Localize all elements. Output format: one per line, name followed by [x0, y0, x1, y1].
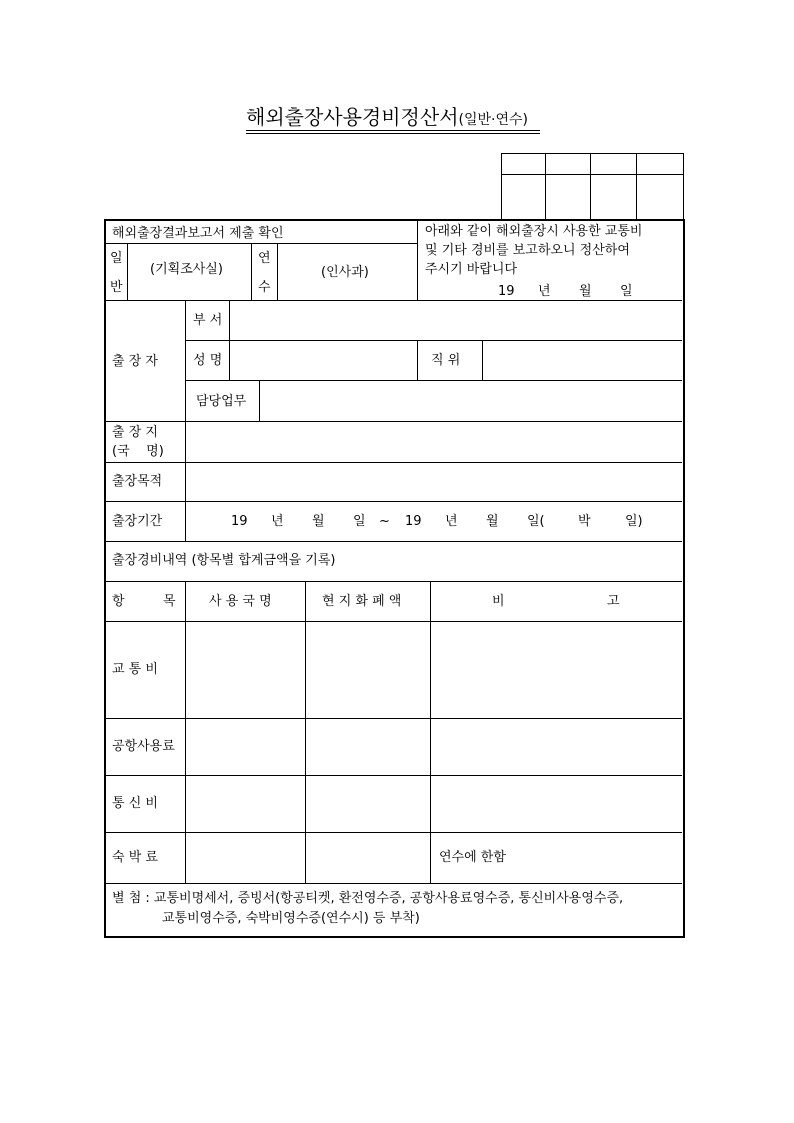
row-label-communication: 통 신 비 [112, 796, 158, 811]
attachment-line-2: 교통비영수증, 숙박비영수증(연수시) 등 부착) [162, 911, 420, 926]
request-date-year: 19 [498, 284, 515, 299]
divider [417, 220, 418, 300]
approval-sign-cell-1[interactable] [502, 175, 544, 218]
divider [251, 243, 252, 300]
duty-field[interactable] [260, 381, 681, 420]
transport-remark-cell[interactable] [431, 622, 681, 717]
period-label: 출장기간 [112, 514, 163, 529]
document-title [246, 104, 528, 133]
divider [105, 581, 682, 582]
duty-label: 담당업무 [196, 394, 247, 409]
title-sub: (일반·연수) [458, 112, 529, 128]
general-confirm-cell[interactable] [128, 244, 250, 299]
transport-amount-cell[interactable] [306, 622, 429, 717]
communication-amount-cell[interactable] [306, 776, 429, 831]
general-dept: (기획조사실) [150, 262, 223, 277]
dept-label: 부 서 [193, 313, 223, 328]
col-currency: 현 지 화 폐 액 [322, 594, 402, 609]
request-date-month-unit: 월 [579, 284, 592, 299]
period-end-unit-day: 일( [527, 514, 545, 529]
purpose-field[interactable] [186, 463, 681, 501]
period-start-year: 19 [231, 514, 248, 529]
period-unit-month: 월 [312, 514, 325, 529]
general-label-1: 일 [110, 251, 123, 266]
lodging-amount-cell[interactable] [306, 833, 429, 882]
lodging-country-cell[interactable] [186, 833, 304, 882]
confirm-heading: 해외출장결과보고서 제출 확인 [112, 226, 284, 241]
divider [417, 340, 418, 380]
name-label: 성 명 [193, 353, 223, 368]
destination-label-2: (국 명) [112, 444, 164, 459]
communication-remark-cell[interactable] [431, 776, 681, 831]
title-underline-double [246, 133, 540, 134]
period-unit-day: 일 [353, 514, 366, 529]
divider [105, 883, 682, 884]
airport-country-cell[interactable] [186, 719, 304, 774]
title-main: 해외출장사용경비정산서 [246, 105, 459, 129]
approval-sign-cell-2[interactable] [546, 175, 589, 218]
period-unit-nights: 박 [578, 514, 591, 529]
transport-country-cell[interactable] [186, 622, 304, 717]
divider [105, 541, 682, 542]
name-field[interactable] [230, 341, 416, 379]
col-item-2: 목 [163, 594, 176, 609]
period-end-year: 19 [405, 514, 422, 529]
request-date-day-unit: 일 [620, 284, 633, 299]
destination-field[interactable] [186, 422, 681, 461]
period-unit-year: 년 [271, 514, 284, 529]
period-end-unit-month: 월 [486, 514, 499, 529]
airport-remark-cell[interactable] [431, 719, 681, 774]
training-confirm-cell[interactable] [278, 244, 416, 299]
request-line-3: 주시기 바랍니다 [425, 262, 518, 277]
attachment-line-1: 별 첨 : 교통비명세서, 증빙서(항공티켓, 환전영수증, 공항사용료영수증, 통신비사용영수증, [112, 891, 624, 906]
request-date-year-unit: 년 [538, 284, 551, 299]
request-line-1: 아래와 같이 해외출장시 사용한 교통비 [425, 224, 643, 239]
position-label: 직 위 [431, 353, 461, 368]
period-end-unit-year: 년 [445, 514, 458, 529]
col-remarks-1: 비 [492, 594, 505, 609]
communication-country-cell[interactable] [186, 776, 304, 831]
divider [105, 501, 682, 502]
row-label-airport-fee: 공항사용료 [112, 739, 175, 754]
approval-sign-cell-3[interactable] [591, 175, 635, 218]
expenses-heading: 출장경비내역 (항목별 합계금액을 기록) [112, 553, 336, 568]
purpose-label: 출장목적 [112, 474, 163, 489]
col-remarks-2: 고 [607, 594, 620, 609]
period-tilde: ~ [379, 514, 390, 529]
request-line-2: 및 기타 경비를 보고하오니 정산하여 [425, 243, 630, 258]
col-item-1: 항 [112, 594, 125, 609]
airport-amount-cell[interactable] [306, 719, 429, 774]
training-dept: (인사과) [321, 265, 369, 280]
dept-field[interactable] [230, 301, 681, 339]
approval-sign-cell-4[interactable] [637, 175, 681, 218]
training-label-1: 연 [258, 251, 271, 266]
title-underline [246, 130, 540, 131]
row-label-transport: 교 통 비 [112, 662, 158, 677]
general-label-2: 반 [110, 280, 123, 295]
traveler-label: 출 장 자 [112, 354, 158, 369]
period-unit-days: 일) [625, 514, 643, 529]
training-label-2: 수 [258, 280, 271, 295]
destination-label-1: 출 장 지 [112, 425, 158, 440]
row-label-lodging: 숙 박 료 [112, 850, 158, 865]
col-country: 사 용 국 명 [209, 594, 272, 609]
position-field[interactable] [483, 341, 681, 379]
lodging-remark: 연수에 한함 [439, 850, 506, 865]
